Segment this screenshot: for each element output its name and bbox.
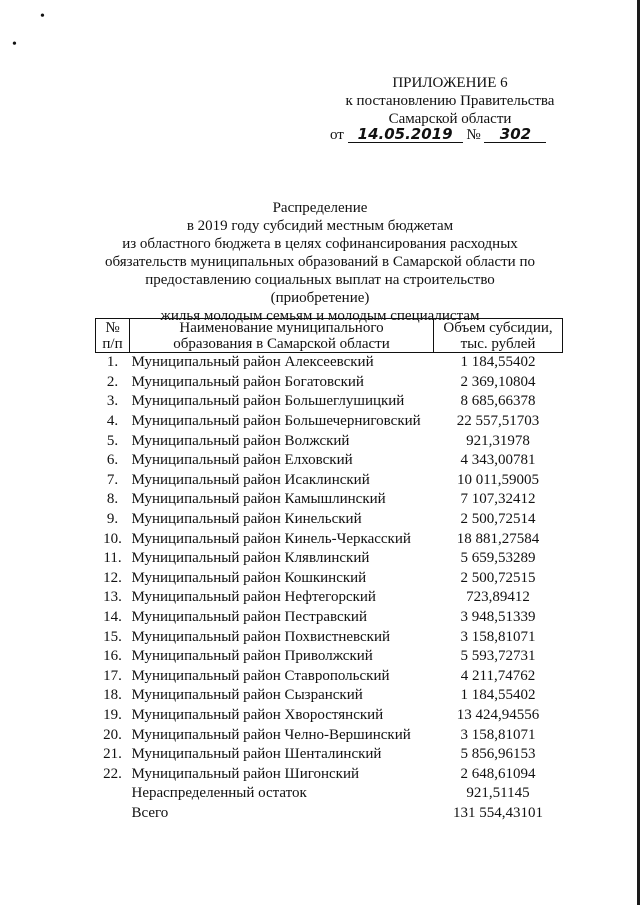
subsidy-amount: 1 184,55402	[460, 354, 536, 371]
subsidy-amount: 8 685,66378	[460, 393, 536, 410]
title-line: жилья молодым семьям и молодым специалистам	[160, 308, 480, 324]
subsidy-amount: 5 593,72731	[460, 648, 536, 665]
title-line: предоставлению социальных выплат на строительство (приобретение)	[145, 272, 495, 306]
appendix-header	[300, 74, 600, 128]
row-number: 22.	[103, 765, 122, 782]
table-row	[96, 745, 563, 765]
municipality-name: Муниципальный район Большеглушицкий	[131, 393, 405, 410]
subsidy-amount: 7 107,32412	[460, 491, 536, 508]
row-number: 16.	[103, 648, 122, 665]
subsidy-amount: 1 184,55402	[460, 687, 536, 704]
municipality-name: Муниципальный район Кинель-Черкасский	[131, 530, 411, 547]
table-row	[96, 373, 563, 393]
row-number: 5.	[106, 432, 119, 449]
row-number: 4.	[106, 413, 119, 430]
municipality-name: Муниципальный район Волжский	[131, 432, 350, 449]
row-number: 11.	[103, 550, 122, 567]
municipality-name: Муниципальный район Хворостянский	[131, 706, 384, 723]
header-text: тыс. рублей	[460, 335, 536, 352]
table-row	[96, 667, 563, 687]
table-row	[96, 706, 563, 726]
subsidy-amount: 2 648,61094	[460, 765, 536, 782]
subsidy-amount: 131 554,43101	[453, 804, 543, 821]
row-number: 1.	[106, 354, 119, 371]
header-text: №	[105, 319, 120, 336]
subsidy-amount: 723,89412	[466, 589, 530, 606]
header-text: п/п	[102, 335, 123, 352]
scan-speck: •	[40, 9, 45, 24]
municipality-name: Муниципальный район Нефтегорский	[131, 589, 376, 606]
row-number: 14.	[103, 609, 122, 626]
table-row	[96, 431, 563, 451]
table-row	[96, 784, 563, 804]
municipality-name: Муниципальный район Большечерниговский	[131, 413, 421, 430]
table-row	[96, 353, 563, 373]
table-row	[96, 412, 563, 432]
table-row	[96, 647, 563, 667]
municipality-name: Муниципальный район Богатовский	[131, 373, 364, 390]
row-number	[96, 804, 130, 824]
municipality-name: Муниципальный район Исаклинский	[131, 471, 370, 488]
scan-speck: •	[12, 37, 17, 52]
municipality-name: Нераспределенный остаток	[131, 785, 307, 802]
row-number: 18.	[103, 687, 122, 704]
row-number: 6.	[106, 452, 119, 469]
subsidy-amount: 5 659,53289	[460, 550, 536, 567]
appendix-subtitle: к постановлению Правительства	[345, 93, 555, 109]
header-number	[96, 319, 130, 353]
table-row	[96, 549, 563, 569]
row-number: 19.	[103, 706, 122, 723]
table-row	[96, 608, 563, 628]
subsidy-amount: 921,51145	[466, 785, 530, 802]
municipality-name: Муниципальный район Приволжский	[131, 648, 373, 665]
table-row	[96, 764, 563, 784]
appendix-title: ПРИЛОЖЕНИЕ 6	[392, 75, 508, 91]
municipality-name: Муниципальный район Кинельский	[131, 511, 362, 528]
table-row	[96, 529, 563, 549]
municipality-name: Муниципальный район Елховский	[131, 452, 353, 469]
row-number: 2.	[106, 373, 119, 390]
row-number: 21.	[103, 746, 122, 763]
appendix-subtitle: Самарской области	[388, 111, 512, 127]
subsidy-amount: 3 948,51339	[460, 609, 536, 626]
municipality-name: Муниципальный район Пестравский	[131, 609, 367, 626]
subsidy-amount: 3 158,81071	[460, 726, 536, 743]
row-number: 13.	[103, 589, 122, 606]
municipality-name: Всего	[131, 804, 169, 821]
table-row	[96, 392, 563, 412]
subsidy-amount: 22 557,51703	[456, 413, 540, 430]
table-row	[96, 490, 563, 510]
row-number: 3.	[106, 393, 119, 410]
row-number: 9.	[106, 511, 119, 528]
header-subsidy-amount	[434, 319, 563, 353]
subsidy-amount: 13 424,94556	[456, 706, 540, 723]
subsidy-amount: 10 011,59005	[457, 471, 539, 488]
subsidy-amount: 4 343,00781	[460, 452, 536, 469]
municipality-name: Муниципальный район Клявлинский	[131, 550, 370, 567]
municipality-name: Муниципальный район Сызранский	[131, 687, 363, 704]
handwritten-date: 14.05.2019	[348, 126, 463, 143]
subsidy-amount: 2 500,72515	[460, 569, 536, 586]
row-number: 15.	[103, 628, 122, 645]
subsidy-amount: 4 211,74762	[460, 667, 536, 684]
municipality-name: Муниципальный район Камышлинский	[131, 491, 386, 508]
table-row	[96, 451, 563, 471]
title-line: в 2019 году субсидий местным бюджетам	[186, 218, 454, 234]
table-row	[96, 686, 563, 706]
table-row	[96, 725, 563, 745]
subsidy-amount: 2 500,72514	[460, 511, 536, 528]
subsidy-amount: 2 369,10804	[460, 373, 536, 390]
row-number: 8.	[106, 491, 119, 508]
title-line: обязательств муниципальных образований в Самарской области по	[105, 254, 535, 270]
header-text: образования в Самарской области	[173, 335, 390, 352]
municipality-name: Муниципальный район Алексеевский	[131, 354, 374, 371]
handwritten-number: 302	[484, 126, 546, 143]
subsidy-amount: 921,31978	[466, 432, 530, 449]
subsidy-amount: 3 158,81071	[460, 628, 536, 645]
table-header-row	[96, 319, 563, 353]
table-row	[96, 510, 563, 530]
table-row	[96, 569, 563, 589]
municipality-name: Муниципальный район Кошкинский	[131, 569, 367, 586]
row-number	[96, 784, 130, 804]
municipality-name: Муниципальный район Челно-Вершинский	[131, 726, 411, 743]
table-row	[96, 627, 563, 647]
number-label: №	[466, 127, 481, 143]
header-text: Объем субсидии,	[443, 319, 553, 336]
header-text: Наименование муниципального	[179, 319, 384, 336]
municipality-name: Муниципальный район Шенталинский	[131, 746, 382, 763]
municipality-name: Муниципальный район Ставропольский	[131, 667, 390, 684]
row-number: 17.	[103, 667, 122, 684]
row-number: 7.	[106, 471, 119, 488]
header-municipality	[130, 319, 434, 353]
municipality-name: Муниципальный район Похвистневский	[131, 628, 391, 645]
row-number: 10.	[103, 530, 122, 547]
table-row	[96, 804, 563, 824]
subsidy-amount: 5 856,96153	[460, 746, 536, 763]
subsidy-table	[95, 318, 563, 823]
row-number: 12.	[103, 569, 122, 586]
resolution-date-number	[330, 126, 546, 144]
title-line: из областного бюджета в целях софинансирования расходных	[122, 236, 518, 252]
row-number: 20.	[103, 726, 122, 743]
table-row	[96, 588, 563, 608]
table-row	[96, 471, 563, 491]
subsidy-amount: 18 881,27584	[456, 530, 540, 547]
from-label: от	[330, 127, 344, 143]
title-line: Распределение	[272, 200, 368, 216]
municipality-name: Муниципальный район Шигонский	[131, 765, 360, 782]
document-title	[95, 199, 545, 325]
